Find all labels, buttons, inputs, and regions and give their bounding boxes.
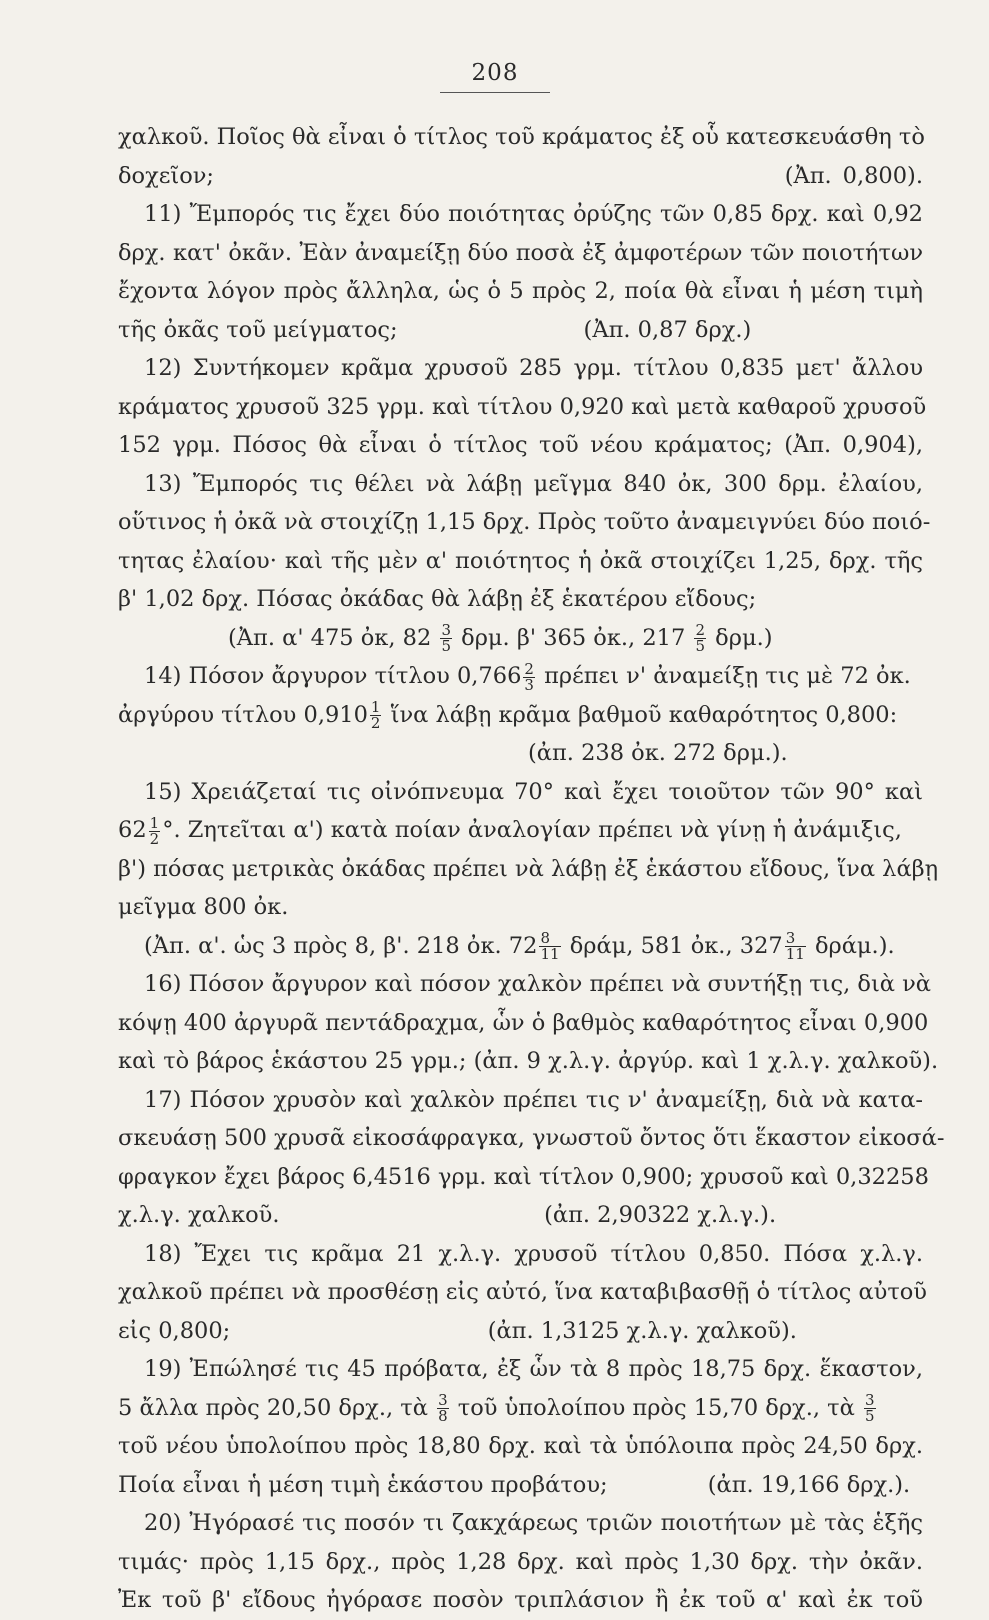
text-line: τητας ἐλαίου· καὶ τῆς μὲν α' ποιότητος ἡ ὀκᾶ στοιχίζει 1,25, δρχ. τῆς <box>118 547 923 574</box>
text-segment: °. Ζητεῖται α') κατὰ ποίαν ἀναλογίαν πρέπει νὰ γίνῃ ἡ ἀνάμιξις, <box>162 817 902 843</box>
text-line: τοῦ νέου ὑπολοίπου πρὸς 18,80 δρχ. καὶ τὰ ὑπόλοιπα πρὸς 24,50 δρχ. <box>118 1433 923 1459</box>
text-line <box>118 657 923 696</box>
numerator: 2 <box>524 659 534 678</box>
page-number: 208 <box>440 60 550 93</box>
fraction <box>864 1393 876 1424</box>
text-line: β' 1,02 δρχ. Πόσας ὀκάδας θὰ λάβῃ ἐξ ἑκατέρου εἴδους; <box>118 586 757 612</box>
fraction <box>785 931 806 962</box>
text-line <box>118 811 923 850</box>
text-line: δοχεῖον; (Ἀπ. 0,800). <box>118 162 923 189</box>
numerator: 2 <box>695 621 706 639</box>
text-segment: δρμ. β' 365 ὀκ., 217 <box>454 624 693 651</box>
text-segment: (Ἀπ. α'. ὡς 3 πρὸς 8, β'. 218 ὀκ. 72 <box>144 932 538 959</box>
page-text <box>118 118 945 1620</box>
text-line: 12) Συντήκομεν κρᾶμα χρυσοῦ 285 γρμ. τίτλου 0,835 μετ' ἄλλου <box>144 355 923 381</box>
fraction <box>523 659 535 694</box>
text-segment: δράμ.). <box>807 932 895 959</box>
answer-line-13 <box>118 619 923 658</box>
answer-line-15 <box>118 927 923 966</box>
text-segment: δράμ, 581 ὀκ., 327 <box>562 932 783 959</box>
numerator: 3 <box>438 1391 448 1409</box>
text-line <box>118 696 923 735</box>
fraction <box>694 623 706 654</box>
numerator: 1 <box>149 813 160 832</box>
text-line: μεῖγμα 800 ὀκ. <box>118 894 289 920</box>
text-line: δρχ. κατ' ὀκᾶν. Ἐὰν ἀναμείξῃ δύο ποσὰ ἐξ ἀμφοτέρων τῶν ποιοτήτων <box>118 239 923 266</box>
numerator: 3 <box>441 621 451 639</box>
text-line: κράματος χρυσοῦ 325 γρμ. καὶ τίτλου 0,920 καὶ μετὰ καθαροῦ χρυσοῦ <box>118 393 927 420</box>
text-line: Ἐκ τοῦ β' εἴδους ἠγόρασε ποσὸν τριπλάσιον ἢ ἐκ τοῦ α' καὶ ἐκ τοῦ <box>118 1587 923 1613</box>
text-segment: 5 ἄλλα πρὸς 20,50 δρχ., τὰ <box>118 1394 428 1421</box>
text-segment: 62 <box>118 817 147 843</box>
text-line: χαλκοῦ πρέπει νὰ προσθέσῃ εἰς αὐτό, ἵνα καταβιβασθῇ ὁ τίτλος αὐτοῦ <box>118 1279 927 1305</box>
text-line: σκευάσῃ 500 χρυσᾶ εἰκοσάφραγκα, γνωστοῦ ὄντος ὅτι ἕκαστον εἰκοσά- <box>118 1125 945 1151</box>
text-line: οὕτινος ἡ ὀκᾶ νὰ στοιχίζῃ 1,15 δρχ. Πρὸς τοῦτο ἀναμειγνύει δύο ποιό- <box>118 509 931 535</box>
text-segment: ἵνα λάβῃ κρᾶμα βαθμοῦ καθαρότητος 0,800: <box>383 701 898 728</box>
text-line: χ.λ.γ. χαλκοῦ. (ἀπ. 2,90322 χ.λ.γ.). <box>118 1202 777 1228</box>
text-line: εἰς 0,800; (ἀπ. 1,3125 χ.λ.γ. χαλκοῦ). <box>118 1317 797 1344</box>
text-line: καὶ τὸ βάρος ἑκάστου 25 γρμ.; (ἀπ. 9 χ.λ.γ. ἀργύρ. καὶ 1 χ.λ.γ. χαλκοῦ). <box>118 1048 939 1074</box>
denominator: 5 <box>864 1407 875 1425</box>
text-segment: (Ἀπ. α' 475 ὀκ, 82 <box>228 624 439 651</box>
fraction <box>440 623 452 654</box>
text-segment: 14) Πόσον ἄργυρον τίτλου 0,766 <box>144 663 522 689</box>
denominator: 5 <box>441 637 451 655</box>
denominator: 2 <box>370 714 381 732</box>
text-segment: τοῦ ὑπολοίπου πρὸς 15,70 δρχ., τὰ <box>450 1394 862 1421</box>
numerator: 3 <box>864 1391 875 1409</box>
text-line: ἔχοντα λόγον πρὸς ἄλληλα, ὡς ὁ 5 πρὸς 2, ποία θὰ εἶναι ἡ μέση τιμὴ <box>118 278 923 304</box>
text-segment: δρμ.) <box>708 624 773 651</box>
denominator: 8 <box>438 1407 448 1425</box>
fraction <box>437 1393 449 1424</box>
text-line: Ποία εἶναι ἡ μέση τιμὴ ἑκάστου προβάτου; (ἀπ. 19,166 δρχ.). <box>118 1471 911 1498</box>
fraction <box>370 700 382 731</box>
denominator: 11 <box>540 945 560 963</box>
numerator: 1 <box>370 698 381 716</box>
text-line: 16) Πόσον ἄργυρον καὶ πόσον χαλκὸν πρέπει νὰ συντήξῃ τις, διὰ νὰ <box>144 971 931 997</box>
text-segment: πρέπει ν' ἀναμείξῃ τις μὲ 72 ὀκ. <box>536 663 911 689</box>
text-line: 15) Χρειάζεταί τις οἰνόπνευμα 70° καὶ ἔχει τοιοῦτον τῶν 90° καὶ <box>144 778 923 805</box>
text-line: 13) Ἔμπορός τις θέλει νὰ λάβῃ μεῖγμα 840 ὀκ, 300 δρμ. ἐλαίου, <box>144 470 923 497</box>
text-line: τῆς ὀκᾶς τοῦ μείγματος; (Ἀπ. 0,87 δρχ.) <box>118 316 752 343</box>
fraction <box>149 813 161 848</box>
denominator: 3 <box>524 675 534 694</box>
text-line: χαλκοῦ. Ποῖος θὰ εἶναι ὁ τίτλος τοῦ κράματος ἐξ οὗ κατεσκευάσθη τὸ <box>118 124 925 150</box>
text-line: κόψῃ 400 ἀργυρᾶ πεντάδραχμα, ὧν ὁ βαθμὸς καθαρότητος εἶναι 0,900 <box>118 1009 929 1036</box>
text-line: 17) Πόσον χρυσὸν καὶ χαλκὸν πρέπει τις ν' ἀναμείξῃ, διὰ νὰ κατα- <box>144 1086 923 1113</box>
text-line: φραγκον ἔχει βάρος 6,4516 γρμ. καὶ τίτλον 0,900; χρυσοῦ καὶ 0,32258 <box>118 1163 929 1190</box>
text-line: 11) Ἔμπορός τις ἔχει δύο ποιότητας ὀρύζης τῶν 0,85 δρχ. καὶ 0,92 <box>144 201 923 227</box>
fraction <box>539 931 560 962</box>
text-line: 20) Ἠγόρασέ τις ποσόν τι ζακχάρεως τριῶν ποιοτήτων μὲ τὰς ἑξῆς <box>144 1510 923 1536</box>
text-line: β') πόσας μετρικὰς ὀκάδας πρέπει νὰ λάβῃ ἐξ ἑκάστου εἴδους, ἵνα λάβῃ <box>118 855 939 882</box>
text-line: 152 γρμ. Πόσος θὰ εἶναι ὁ τίτλος τοῦ νέου κράματος; (Ἀπ. 0,904), <box>118 432 923 458</box>
text-line: 19) Ἐπώλησέ τις 45 πρόβατα, ἐξ ὧν τὰ 8 πρὸς 18,75 δρχ. ἕκαστον, <box>144 1356 923 1382</box>
text-line: τιμάς· πρὸς 1,15 δρχ., πρὸς 1,28 δρχ. καὶ πρὸς 1,30 δρχ. τὴν ὀκᾶν. <box>118 1548 923 1575</box>
text-segment: ἀργύρου τίτλου 0,910 <box>118 701 368 728</box>
text-line <box>118 1389 923 1428</box>
denominator: 5 <box>695 637 706 655</box>
numerator: 8 <box>539 931 560 947</box>
denominator: 2 <box>149 829 160 848</box>
numerator: 3 <box>785 931 806 947</box>
text-line: 18) Ἔχει τις κρᾶμα 21 χ.λ.γ. χρυσοῦ τίτλου 0,850. Πόσα χ.λ.γ. <box>144 1240 923 1267</box>
text-line: (ἀπ. 238 ὀκ. 272 δρμ.). <box>528 740 788 766</box>
denominator: 11 <box>785 945 805 963</box>
